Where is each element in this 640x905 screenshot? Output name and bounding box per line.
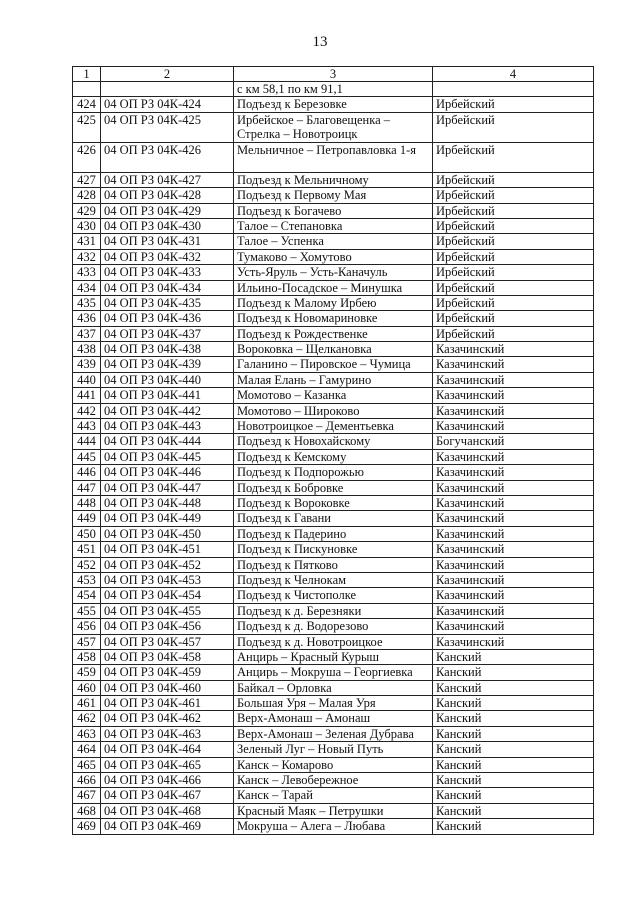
road-code: 04 ОП РЗ 04К-439 xyxy=(101,357,234,372)
district-name: Ирбейский xyxy=(433,218,594,233)
row-number: 442 xyxy=(73,403,101,418)
row-number: 424 xyxy=(73,97,101,112)
table-row xyxy=(73,665,594,680)
road-code: 04 ОП РЗ 04К-437 xyxy=(101,326,234,341)
district-name: Казачинский xyxy=(433,372,594,387)
district-name: Канский xyxy=(433,649,594,664)
table-row xyxy=(73,788,594,803)
district-name: Казачинский xyxy=(433,449,594,464)
road-name: Подъезд к Пятково xyxy=(234,557,433,572)
road-code: 04 ОП РЗ 04К-440 xyxy=(101,372,234,387)
table-row xyxy=(73,726,594,741)
row-number: 459 xyxy=(73,665,101,680)
district-name: Казачинский xyxy=(433,465,594,480)
road-name: Анцирь – Мокруша – Георгиевка xyxy=(234,665,433,680)
road-name: Подъезд к Кемскому xyxy=(234,449,433,464)
district-name: Казачинский xyxy=(433,419,594,434)
district-name: Канский xyxy=(433,726,594,741)
district-name: Ирбейский xyxy=(433,265,594,280)
table-row xyxy=(73,419,594,434)
table-row xyxy=(73,480,594,495)
road-name: Канск – Комарово xyxy=(234,757,433,772)
road-name: Подъезд к Рождественке xyxy=(234,326,433,341)
road-name: Большая Уря – Малая Уря xyxy=(234,696,433,711)
table-row xyxy=(73,97,594,112)
road-code: 04 ОП РЗ 04К-460 xyxy=(101,680,234,695)
district-name: Ирбейский xyxy=(433,280,594,295)
road-name: Ирбейское – Благовещенка – Стрелка – Новотроицк xyxy=(234,112,433,142)
row-number: 434 xyxy=(73,280,101,295)
row-number: 433 xyxy=(73,265,101,280)
row-number: 458 xyxy=(73,649,101,664)
road-code: 04 ОП РЗ 04К-426 xyxy=(101,142,234,172)
header-col-2: 2 xyxy=(101,67,234,82)
road-name: Зеленый Луг – Новый Путь xyxy=(234,742,433,757)
road-code: 04 ОП РЗ 04К-441 xyxy=(101,388,234,403)
row-number: 428 xyxy=(73,188,101,203)
table-row xyxy=(73,342,594,357)
row-number: 454 xyxy=(73,588,101,603)
table-row xyxy=(73,803,594,818)
district-name: Канский xyxy=(433,680,594,695)
road-name: Усть-Яруль – Усть-Каначуль xyxy=(234,265,433,280)
road-code: 04 ОП РЗ 04К-438 xyxy=(101,342,234,357)
row-number: 440 xyxy=(73,372,101,387)
table-row xyxy=(73,773,594,788)
road-code: 04 ОП РЗ 04К-457 xyxy=(101,634,234,649)
road-code: 04 ОП РЗ 04К-433 xyxy=(101,265,234,280)
table-row xyxy=(73,357,594,372)
road-name: Подъезд к Вороковке xyxy=(234,495,433,510)
table-row xyxy=(73,172,594,187)
district-name: Канский xyxy=(433,788,594,803)
district-name: Ирбейский xyxy=(433,326,594,341)
row-number: 435 xyxy=(73,295,101,310)
road-code: 04 ОП РЗ 04К-459 xyxy=(101,665,234,680)
table-row xyxy=(73,295,594,310)
row-number: 464 xyxy=(73,742,101,757)
road-code: 04 ОП РЗ 04К-452 xyxy=(101,557,234,572)
continuation-text: с км 58,1 по км 91,1 xyxy=(234,82,433,97)
road-name: Анцирь – Красный Курыш xyxy=(234,649,433,664)
row-number: 468 xyxy=(73,803,101,818)
district-name: Канский xyxy=(433,711,594,726)
road-code: 04 ОП РЗ 04К-445 xyxy=(101,449,234,464)
row-number: 463 xyxy=(73,726,101,741)
row-number: 447 xyxy=(73,480,101,495)
row-number: 446 xyxy=(73,465,101,480)
district-name: Ирбейский xyxy=(433,172,594,187)
table-row xyxy=(73,434,594,449)
district-name: Казачинский xyxy=(433,557,594,572)
row-number: 431 xyxy=(73,234,101,249)
row-number: 443 xyxy=(73,419,101,434)
road-name: Тумаково – Хомутово xyxy=(234,249,433,264)
table-row xyxy=(73,742,594,757)
road-name: Подъезд к Подпорожью xyxy=(234,465,433,480)
district-name: Ирбейский xyxy=(433,234,594,249)
road-code: 04 ОП РЗ 04К-468 xyxy=(101,803,234,818)
table-row xyxy=(73,819,594,834)
road-name: Подъезд к Малому Ирбею xyxy=(234,295,433,310)
row-number: 429 xyxy=(73,203,101,218)
road-code: 04 ОП РЗ 04К-430 xyxy=(101,218,234,233)
district-name: Богучанский xyxy=(433,434,594,449)
road-name: Верх-Амонаш – Амонаш xyxy=(234,711,433,726)
road-code: 04 ОП РЗ 04К-432 xyxy=(101,249,234,264)
table-row xyxy=(73,465,594,480)
district-name: Казачинский xyxy=(433,480,594,495)
district-name: Канский xyxy=(433,665,594,680)
row-number: 426 xyxy=(73,142,101,172)
row-number: 427 xyxy=(73,172,101,187)
row-number: 457 xyxy=(73,634,101,649)
district-name: Ирбейский xyxy=(433,142,594,172)
district-name: Ирбейский xyxy=(433,311,594,326)
road-name: Подъезд к д. Березняки xyxy=(234,603,433,618)
road-code: 04 ОП РЗ 04К-453 xyxy=(101,572,234,587)
road-name: Подъезд к Падерино xyxy=(234,526,433,541)
road-code: 04 ОП РЗ 04К-443 xyxy=(101,419,234,434)
road-code: 04 ОП РЗ 04К-448 xyxy=(101,495,234,510)
road-name: Подъезд к Чистополке xyxy=(234,588,433,603)
district-name: Канский xyxy=(433,819,594,834)
table-row xyxy=(73,388,594,403)
road-name: Галанино – Пировское – Чумица xyxy=(234,357,433,372)
road-code: 04 ОП РЗ 04К-450 xyxy=(101,526,234,541)
road-code: 04 ОП РЗ 04К-462 xyxy=(101,711,234,726)
road-name: Новотроицкое – Дементьевка xyxy=(234,419,433,434)
row-number: 441 xyxy=(73,388,101,403)
district-name: Ирбейский xyxy=(433,295,594,310)
header-col-4: 4 xyxy=(433,67,594,82)
row-number: 469 xyxy=(73,819,101,834)
row-number: 436 xyxy=(73,311,101,326)
road-code: 04 ОП РЗ 04К-451 xyxy=(101,542,234,557)
road-code: 04 ОП РЗ 04К-436 xyxy=(101,311,234,326)
table-row xyxy=(73,280,594,295)
district-name: Ирбейский xyxy=(433,249,594,264)
road-code: 04 ОП РЗ 04К-427 xyxy=(101,172,234,187)
road-name: Вороковка – Щелкановка xyxy=(234,342,433,357)
district-name: Канский xyxy=(433,773,594,788)
district-name: Казачинский xyxy=(433,357,594,372)
district-name: Казачинский xyxy=(433,495,594,510)
district-name: Ирбейский xyxy=(433,97,594,112)
road-name: Талое – Успенка xyxy=(234,234,433,249)
road-name: Канск – Левобережное xyxy=(234,773,433,788)
table-row xyxy=(73,372,594,387)
road-name: Момотово – Казанка xyxy=(234,388,433,403)
road-code: 04 ОП РЗ 04К-456 xyxy=(101,619,234,634)
table-row xyxy=(73,265,594,280)
table-row xyxy=(73,696,594,711)
header-col-3: 3 xyxy=(234,67,433,82)
table-row xyxy=(73,511,594,526)
row-number: 450 xyxy=(73,526,101,541)
district-name: Казачинский xyxy=(433,388,594,403)
road-code: 04 ОП РЗ 04К-425 xyxy=(101,112,234,142)
road-name: Верх-Амонаш – Зеленая Дубрава xyxy=(234,726,433,741)
district-name: Казачинский xyxy=(433,603,594,618)
table-row xyxy=(73,249,594,264)
row-number: 448 xyxy=(73,495,101,510)
road-code: 04 ОП РЗ 04К-466 xyxy=(101,773,234,788)
district-name: Казачинский xyxy=(433,572,594,587)
road-name: Момотово – Широково xyxy=(234,403,433,418)
road-name: Малая Елань – Гамурино xyxy=(234,372,433,387)
road-name: Подъезд к Мельничному xyxy=(234,172,433,187)
table-row xyxy=(73,218,594,233)
row-number: 466 xyxy=(73,773,101,788)
road-name: Красный Маяк – Петрушки xyxy=(234,803,433,818)
row-number: 461 xyxy=(73,696,101,711)
table-row xyxy=(73,557,594,572)
district-name: Ирбейский xyxy=(433,112,594,142)
table-row xyxy=(73,588,594,603)
road-code: 04 ОП РЗ 04К-446 xyxy=(101,465,234,480)
table-row xyxy=(73,234,594,249)
district-name: Ирбейский xyxy=(433,188,594,203)
table-row xyxy=(73,680,594,695)
road-code: 04 ОП РЗ 04К-467 xyxy=(101,788,234,803)
road-code: 04 ОП РЗ 04К-464 xyxy=(101,742,234,757)
district-name: Канский xyxy=(433,742,594,757)
road-code: 04 ОП РЗ 04К-449 xyxy=(101,511,234,526)
road-name: Подъезд к Пискуновке xyxy=(234,542,433,557)
road-code: 04 ОП РЗ 04К-463 xyxy=(101,726,234,741)
road-name: Подъезд к Гавани xyxy=(234,511,433,526)
table-row xyxy=(73,403,594,418)
row-number: 462 xyxy=(73,711,101,726)
table-row xyxy=(73,619,594,634)
row-number: 438 xyxy=(73,342,101,357)
row-number: 460 xyxy=(73,680,101,695)
row-number: 439 xyxy=(73,357,101,372)
district-name: Казачинский xyxy=(433,403,594,418)
road-code: 04 ОП РЗ 04К-458 xyxy=(101,649,234,664)
district-name: Казачинский xyxy=(433,342,594,357)
table-row xyxy=(73,203,594,218)
table-row xyxy=(73,649,594,664)
road-code: 04 ОП РЗ 04К-431 xyxy=(101,234,234,249)
row-number: 425 xyxy=(73,112,101,142)
table-row xyxy=(73,112,594,142)
continuation-row xyxy=(73,82,594,97)
district-name: Канский xyxy=(433,757,594,772)
road-code: 04 ОП РЗ 04К-435 xyxy=(101,295,234,310)
table-row xyxy=(73,542,594,557)
road-code: 04 ОП РЗ 04К-442 xyxy=(101,403,234,418)
road-name: Ильино-Посадское – Минушка xyxy=(234,280,433,295)
row-number: 456 xyxy=(73,619,101,634)
road-code: 04 ОП РЗ 04К-429 xyxy=(101,203,234,218)
road-code: 04 ОП РЗ 04К-469 xyxy=(101,819,234,834)
road-name: Подъезд к Новомариновке xyxy=(234,311,433,326)
header-row xyxy=(73,67,594,82)
table-row xyxy=(73,634,594,649)
table-row xyxy=(73,326,594,341)
table-row xyxy=(73,495,594,510)
road-code: 04 ОП РЗ 04К-465 xyxy=(101,757,234,772)
road-code: 04 ОП РЗ 04К-447 xyxy=(101,480,234,495)
district-name: Канский xyxy=(433,696,594,711)
header-col-1: 1 xyxy=(73,67,101,82)
table-row xyxy=(73,311,594,326)
row-number: 437 xyxy=(73,326,101,341)
table-row xyxy=(73,603,594,618)
road-name: Талое – Степановка xyxy=(234,218,433,233)
row-number: 451 xyxy=(73,542,101,557)
district-name: Канский xyxy=(433,803,594,818)
road-name: Подъезд к Первому Мая xyxy=(234,188,433,203)
table-row xyxy=(73,711,594,726)
district-name: Ирбейский xyxy=(433,203,594,218)
district-name: Казачинский xyxy=(433,511,594,526)
road-code: 04 ОП РЗ 04К-454 xyxy=(101,588,234,603)
road-name: Подъезд к Богачево xyxy=(234,203,433,218)
row-number: 465 xyxy=(73,757,101,772)
row-number: 452 xyxy=(73,557,101,572)
row-number: 445 xyxy=(73,449,101,464)
road-name: Подъезд к Бобровке xyxy=(234,480,433,495)
road-name: Канск – Тарай xyxy=(234,788,433,803)
row-number: 432 xyxy=(73,249,101,264)
road-code: 04 ОП РЗ 04К-461 xyxy=(101,696,234,711)
road-name: Подъезд к Березовке xyxy=(234,97,433,112)
district-name: Казачинский xyxy=(433,634,594,649)
district-name: Казачинский xyxy=(433,526,594,541)
road-name: Мокруша – Алега – Любава xyxy=(234,819,433,834)
row-number: 455 xyxy=(73,603,101,618)
page-number: 13 xyxy=(312,34,328,50)
road-name: Мельничное – Петропавловка 1-я xyxy=(234,142,433,172)
district-name: Казачинский xyxy=(433,542,594,557)
district-name: Казачинский xyxy=(433,619,594,634)
road-code: 04 ОП РЗ 04К-428 xyxy=(101,188,234,203)
road-code: 04 ОП РЗ 04К-424 xyxy=(101,97,234,112)
road-name: Подъезд к д. Новотроицкое xyxy=(234,634,433,649)
road-name: Байкал – Орловка xyxy=(234,680,433,695)
row-number: 467 xyxy=(73,788,101,803)
road-code: 04 ОП РЗ 04К-455 xyxy=(101,603,234,618)
row-number: 453 xyxy=(73,572,101,587)
road-name: Подъезд к Новохайскому xyxy=(234,434,433,449)
road-code: 04 ОП РЗ 04К-444 xyxy=(101,434,234,449)
road-registry-table xyxy=(72,66,594,835)
district-name: Казачинский xyxy=(433,588,594,603)
table-row xyxy=(73,526,594,541)
road-code: 04 ОП РЗ 04К-434 xyxy=(101,280,234,295)
table-row xyxy=(73,142,594,172)
row-number: 449 xyxy=(73,511,101,526)
table-row xyxy=(73,188,594,203)
road-name: Подъезд к д. Водорезово xyxy=(234,619,433,634)
row-number: 444 xyxy=(73,434,101,449)
row-number: 430 xyxy=(73,218,101,233)
road-name: Подъезд к Челнокам xyxy=(234,572,433,587)
table-row xyxy=(73,757,594,772)
table-row xyxy=(73,449,594,464)
table-row xyxy=(73,572,594,587)
